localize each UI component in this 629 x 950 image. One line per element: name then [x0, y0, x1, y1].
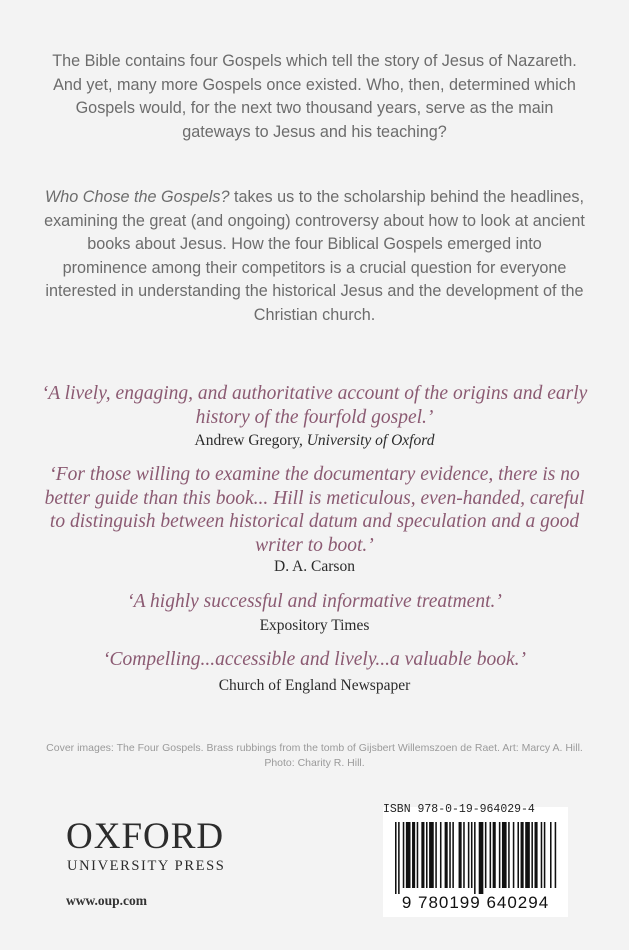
- review-author-affiliation-1: University of Oxford: [306, 432, 435, 449]
- publisher-logo: OXFORD: [66, 816, 225, 857]
- review-quote-1: ‘A lively, engaging, and authoritative account of the origins and early history of the fourfold gospel.’: [41, 383, 588, 428]
- review-author-3: Expository Times: [259, 617, 370, 634]
- description-paragraph-1: The Bible contains four Gospels which tell the story of Jesus of Nazareth. And yet, many more Gospels once existed. Who, then, determined which Gospels would, for the next two thousand years, serve as the main gateways to Jesus and his teaching?: [52, 52, 577, 141]
- isbn-label: ISBN 978-0-19-964029-4: [383, 803, 535, 816]
- barcode-icon: [395, 822, 557, 894]
- description-paragraph-2-text: takes us to the scholarship behind the headlines, examining the great (and ongoing) controversy about how to look at ancient books about Jesus. How the four Biblical Gospels emerged into prominence among their competitors is a crucial question for everyone interested in understanding the historical Jesus and the development of the Christian church.: [44, 188, 585, 324]
- review-quote-2: ‘For those willing to examine the documentary evidence, there is no better guide than this book... Hill is meticulous, even-handed, careful to distinguish between historical datum and speculation and a good writer to boot.’: [44, 464, 585, 556]
- book-title: Who Chose the Gospels?: [44, 188, 230, 206]
- review-author-2: D. A. Carson: [274, 558, 355, 575]
- publisher-website: www.oup.com: [66, 893, 148, 908]
- review-author-4: Church of England Newspaper: [218, 677, 411, 694]
- review-author-1: [40, 431, 589, 451]
- cover-credits: Cover images: The Four Gospels. Brass rubbings from the tomb of Gijsbert Willemszoen de Raet. Art: Marcy A. Hill. Photo: Charity R. Hill.: [46, 742, 583, 769]
- review-quote-4: ‘Compelling...accessible and lively...a valuable book.’: [103, 649, 526, 670]
- review-quote-3: ‘A highly successful and informative treatment.’: [127, 591, 502, 612]
- description-paragraph-2: [44, 186, 585, 327]
- review-author-name-1: Andrew Gregory,: [194, 432, 307, 449]
- publisher-subtitle: UNIVERSITY PRESS: [67, 858, 226, 874]
- barcode-digits: 9 780199 640294: [401, 893, 550, 912]
